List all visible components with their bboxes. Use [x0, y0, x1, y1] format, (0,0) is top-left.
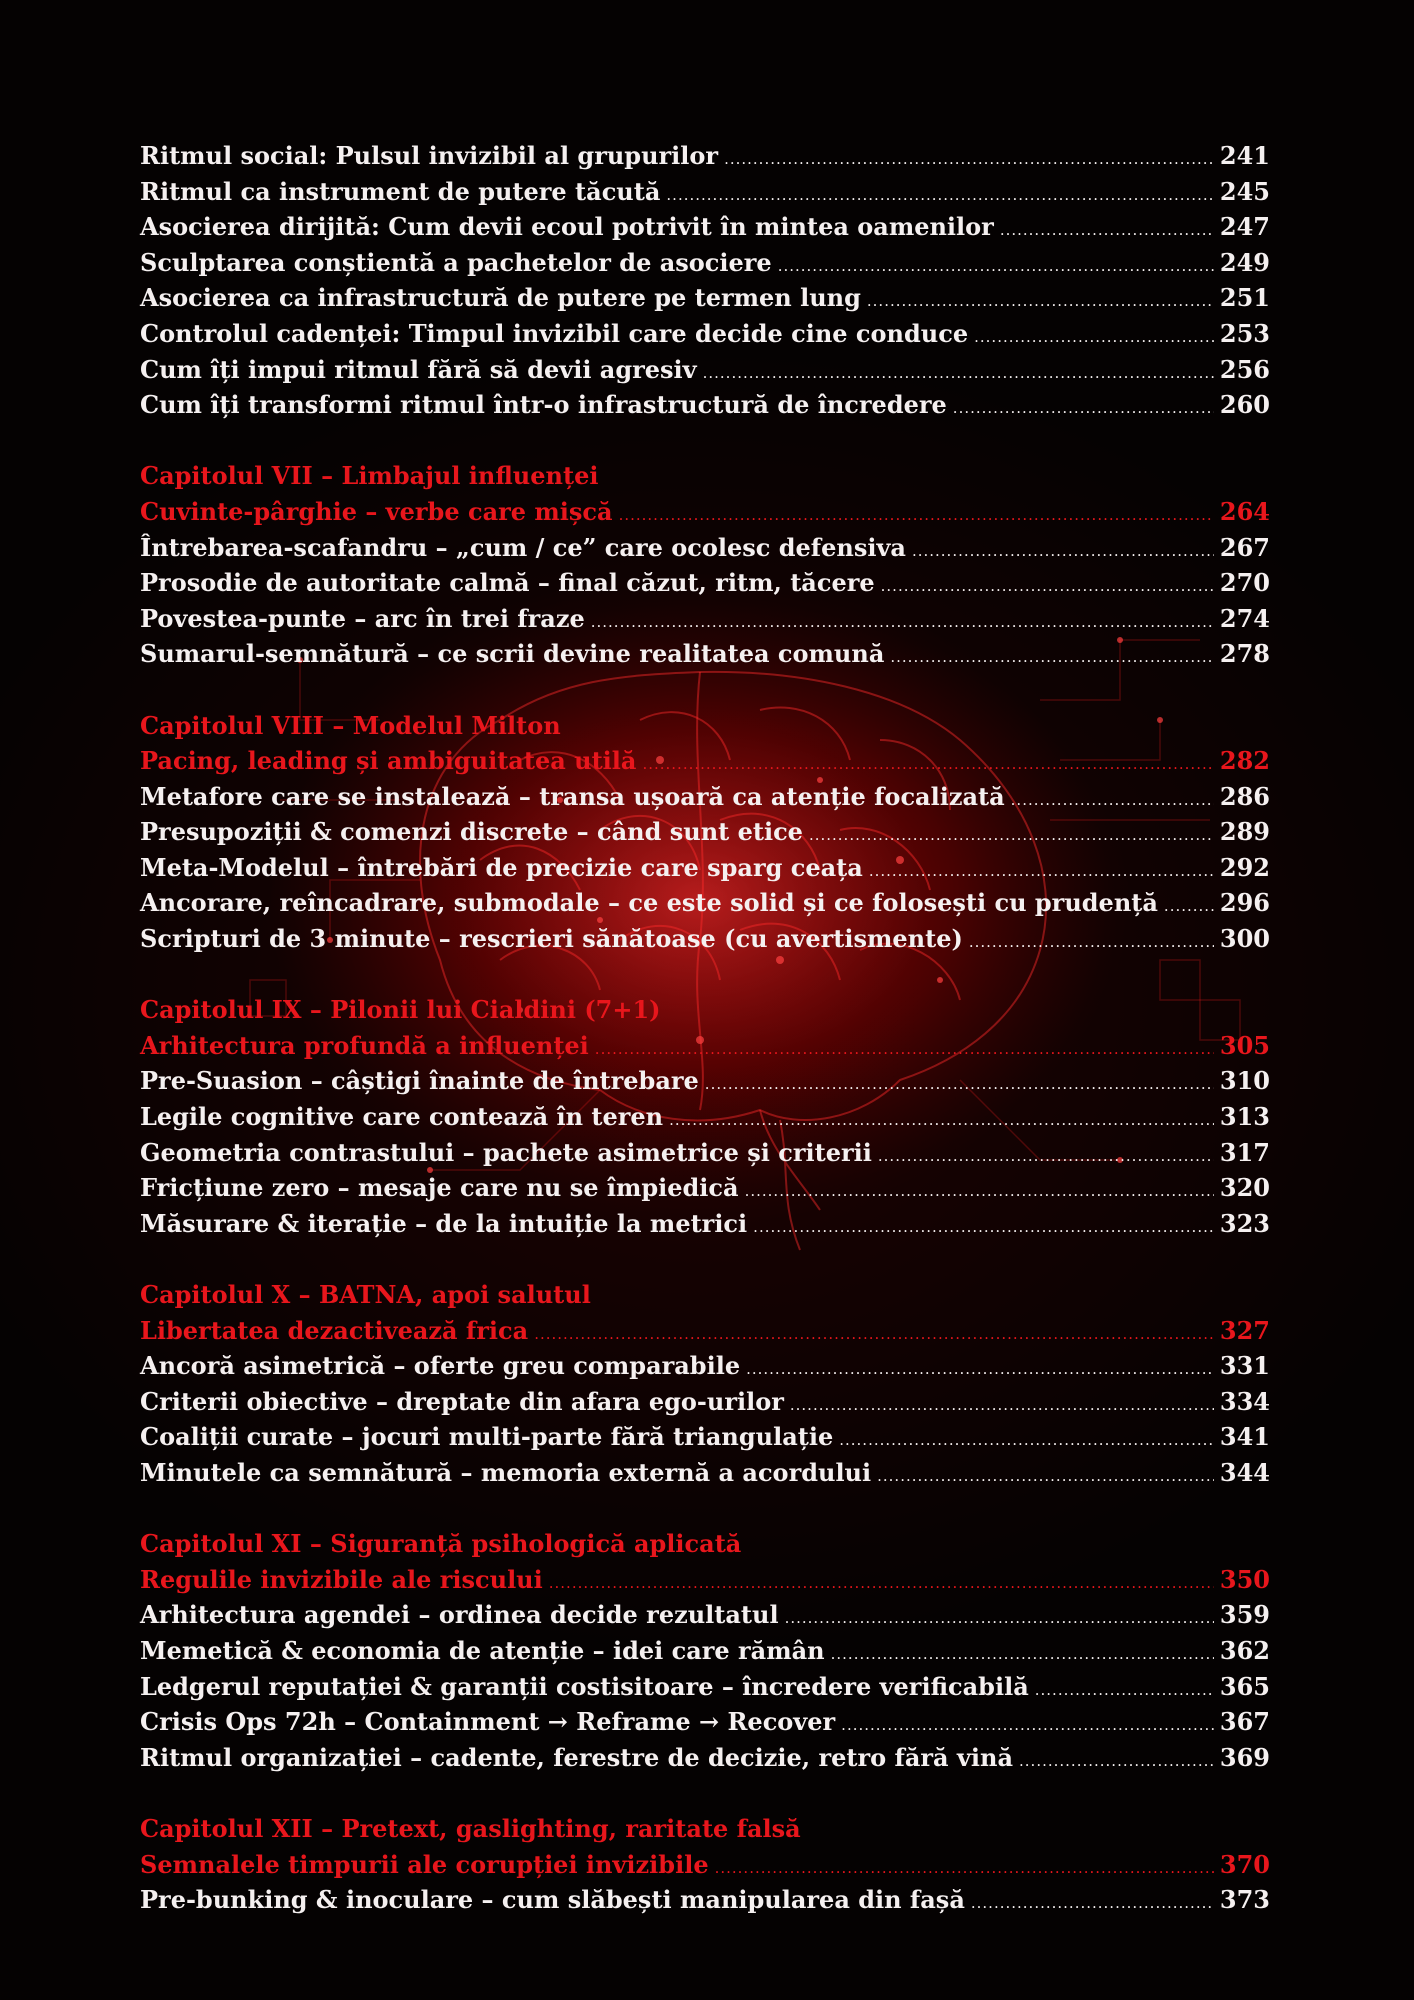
- dot-leader: [974, 320, 1214, 356]
- section-spacer: [140, 423, 1270, 459]
- toc-page-number: 350: [1219, 1564, 1270, 1594]
- toc-page-number: 365: [1219, 1671, 1270, 1701]
- dot-leader: [878, 1139, 1214, 1175]
- toc-entry-title: Coaliții curate – jocuri multi-parte fără triangulație: [140, 1422, 834, 1452]
- dot-leader: [715, 1851, 1214, 1887]
- dot-leader: [619, 498, 1214, 534]
- toc-entry[interactable]: [140, 1597, 1270, 1633]
- toc-page-number: 292: [1219, 852, 1270, 882]
- toc-page-number: 373: [1219, 1885, 1270, 1915]
- toc-page-number: 296: [1219, 888, 1270, 918]
- dot-leader: [1164, 889, 1214, 925]
- toc-page-number: 274: [1219, 603, 1270, 633]
- toc-entry[interactable]: [140, 530, 1270, 566]
- toc-entry[interactable]: [140, 1384, 1270, 1420]
- toc-entry[interactable]: [140, 1099, 1270, 1135]
- toc-entry-title: Crisis Ops 72h – Containment → Reframe → Recover: [140, 1707, 836, 1737]
- dot-leader: [1000, 213, 1214, 249]
- toc-entry-title: Pacing, leading și ambiguitatea utilă: [140, 746, 637, 776]
- chapter-heading: Capitolul X – BATNA, apoi salutul: [140, 1280, 591, 1309]
- toc-entry-title: Ledgerul reputației & garanții costisitoare – încredere verificabilă: [140, 1671, 1029, 1701]
- dot-leader: [1035, 1673, 1214, 1709]
- toc-page-number: 344: [1219, 1457, 1270, 1487]
- toc-page-number: 278: [1219, 639, 1270, 669]
- section-spacer: [140, 672, 1270, 708]
- dot-leader: [746, 1352, 1214, 1388]
- toc-entry-title: Presupoziții & comenzi discrete – când sunt etice: [140, 817, 803, 847]
- toc-entry-title: Sculptarea conștientă a pachetelor de asociere: [140, 247, 772, 277]
- toc-page-number: 362: [1219, 1635, 1270, 1665]
- toc-entry[interactable]: [140, 565, 1270, 601]
- toc-entry[interactable]: [140, 209, 1270, 245]
- chapter-heading: Capitolul IX – Pilonii lui Cialdini (7+1): [140, 995, 661, 1025]
- toc-entry-title: Minutele ca semnătură – memoria externă a acordului: [140, 1457, 872, 1487]
- dot-leader: [1011, 783, 1214, 819]
- dot-leader: [549, 1566, 1214, 1602]
- dot-leader: [642, 747, 1213, 783]
- toc-entry-title: Fricțiune zero – mesaje care nu se împiedică: [140, 1173, 739, 1203]
- section-spacer: [140, 1775, 1270, 1811]
- table-of-contents: [140, 138, 1270, 1918]
- toc-chapter-entry[interactable]: [140, 1313, 1270, 1349]
- toc-page-number: 289: [1219, 817, 1270, 847]
- toc-entry[interactable]: [140, 174, 1270, 210]
- toc-entry[interactable]: [140, 921, 1270, 957]
- toc-entry-title: Cum îți transformi ritmul într-o infrastructură de încredere: [140, 390, 947, 420]
- toc-page-number: 260: [1219, 390, 1270, 420]
- toc-page-number: 359: [1219, 1600, 1270, 1630]
- toc-entry[interactable]: [140, 387, 1270, 423]
- toc-page-number: 264: [1219, 496, 1270, 526]
- dot-leader: [869, 854, 1214, 890]
- toc-entry[interactable]: [140, 138, 1270, 174]
- toc-entry[interactable]: [140, 1740, 1270, 1776]
- toc-page-number: 369: [1219, 1742, 1270, 1772]
- toc-page-number: 270: [1219, 568, 1270, 598]
- toc-entry-title: Libertatea dezactivează frica: [140, 1315, 529, 1345]
- section-spacer: [140, 957, 1270, 993]
- dot-leader: [890, 640, 1214, 676]
- toc-entry-title: Meta-Modelul – întrebări de precizie care sparg ceața: [140, 852, 863, 882]
- toc-page-number: 300: [1219, 924, 1270, 954]
- dot-leader: [534, 1317, 1214, 1353]
- toc-entry[interactable]: [140, 1348, 1270, 1384]
- dot-leader: [785, 1601, 1214, 1637]
- dot-leader: [745, 1174, 1214, 1210]
- toc-page-number: 317: [1219, 1137, 1270, 1167]
- dot-leader: [666, 178, 1213, 214]
- toc-entry[interactable]: [140, 1633, 1270, 1669]
- toc-entry[interactable]: [140, 352, 1270, 388]
- toc-page-number: 327: [1219, 1315, 1270, 1345]
- toc-entry-title: Ritmul ca instrument de putere tăcută: [140, 176, 661, 206]
- toc-entry-title: Memetică & economia de atenție – idei care rămân: [140, 1635, 825, 1665]
- toc-page-number: 253: [1219, 318, 1270, 348]
- toc-entry[interactable]: [140, 814, 1270, 850]
- toc-page-number: 249: [1219, 247, 1270, 277]
- dot-leader: [809, 818, 1214, 854]
- toc-entry-title: Criterii obiective – dreptate din afara ego-urilor: [140, 1386, 784, 1416]
- toc-entry[interactable]: [140, 1206, 1270, 1242]
- dot-leader: [1019, 1744, 1214, 1780]
- toc-chapter-entry[interactable]: [140, 1847, 1270, 1883]
- toc-entry-title: Ancoră asimetrică – oferte greu comparabile: [140, 1351, 741, 1381]
- toc-entry[interactable]: [140, 245, 1270, 281]
- toc-entry[interactable]: [140, 601, 1270, 637]
- dot-leader: [790, 1388, 1214, 1424]
- dot-leader: [703, 356, 1214, 392]
- toc-entry-title: Prosodie de autoritate calmă – final căzut, ritm, tăcere: [140, 568, 875, 598]
- toc-page-number: 367: [1219, 1707, 1270, 1737]
- toc-page-number: 286: [1219, 781, 1270, 811]
- toc-entry[interactable]: [140, 1135, 1270, 1171]
- toc-entry-title: Ancorare, reîncadrare, submodale – ce este solid și ce folosești cu prudență: [140, 888, 1158, 918]
- toc-page-number: 313: [1219, 1102, 1270, 1132]
- dot-leader: [595, 1032, 1214, 1068]
- toc-entry-title: Măsurare & iterație – de la intuiție la metrici: [140, 1208, 748, 1238]
- toc-entry-title: Întrebarea-scafandru – „cum / ce” care ocolesc defensiva: [140, 532, 906, 562]
- toc-entry[interactable]: [140, 1419, 1270, 1455]
- dot-leader: [969, 925, 1214, 961]
- toc-entry-title: Asocierea dirijită: Cum devii ecoul potrivit în mintea oamenilor: [140, 212, 994, 242]
- toc-entry-title: Semnalele timpurii ale corupției invizibile: [140, 1849, 709, 1879]
- chapter-heading: Capitolul VIII – Modelul Milton: [140, 710, 561, 740]
- dot-leader: [724, 142, 1214, 178]
- toc-page-number: 310: [1219, 1066, 1270, 1096]
- toc-chapter-entry[interactable]: [140, 494, 1270, 530]
- toc-page-number: 334: [1219, 1386, 1270, 1416]
- chapter-heading: Capitolul VII – Limbajul influenței: [140, 461, 599, 491]
- toc-entry[interactable]: [140, 636, 1270, 672]
- toc-chapter-entry[interactable]: [140, 1028, 1270, 1064]
- dot-leader: [841, 1708, 1214, 1744]
- toc-entry-title: Ritmul social: Pulsul invizibil al grupurilor: [140, 141, 719, 170]
- toc-page-number: 305: [1219, 1030, 1270, 1060]
- dot-leader: [591, 605, 1214, 641]
- dot-leader: [881, 569, 1214, 605]
- dot-leader: [867, 284, 1214, 320]
- toc-entry[interactable]: [140, 1063, 1270, 1099]
- dot-leader: [669, 1103, 1214, 1139]
- dot-leader: [839, 1423, 1214, 1459]
- toc-entry[interactable]: [140, 1704, 1270, 1740]
- dot-leader: [831, 1637, 1214, 1673]
- toc-page-number: 370: [1219, 1849, 1270, 1879]
- dot-leader: [953, 391, 1214, 427]
- toc-entry[interactable]: [140, 885, 1270, 921]
- toc-page-number: 320: [1219, 1173, 1270, 1203]
- toc-entry-title: Ritmul organizației – cadente, ferestre de decizie, retro fără vină: [140, 1742, 1014, 1772]
- toc-entry-title: Regulile invizibile ale riscului: [140, 1564, 543, 1594]
- toc-entry[interactable]: [140, 850, 1270, 886]
- toc-entry-title: Legile cognitive care contează în teren: [140, 1102, 664, 1132]
- toc-entry-title: Controlul cadenței: Timpul invizibil care decide cine conduce: [140, 318, 969, 348]
- dot-leader: [778, 249, 1214, 285]
- dot-leader: [877, 1459, 1214, 1495]
- toc-entry-title: Pre-Suasion – câștigi înainte de întrebare: [140, 1066, 699, 1096]
- toc-page-number: 282: [1219, 746, 1270, 776]
- toc-page-number: 245: [1219, 176, 1270, 206]
- toc-entry-title: Scripturi de 3 minute – rescrieri sănătoase (cu avertismente): [140, 924, 963, 954]
- toc-page-number: 323: [1219, 1208, 1270, 1238]
- chapter-heading: Capitolul XII – Pretext, gaslighting, raritate falsă: [140, 1813, 801, 1843]
- toc-page-number: 247: [1219, 212, 1270, 242]
- dot-leader: [753, 1210, 1214, 1246]
- toc-entry[interactable]: [140, 1882, 1270, 1918]
- toc-entry[interactable]: [140, 779, 1270, 815]
- section-spacer: [140, 1241, 1270, 1277]
- toc-entry-title: Sumarul-semnătură – ce scrii devine realitatea comună: [140, 639, 885, 669]
- toc-entry-title: Povestea-punte – arc în trei fraze: [140, 603, 585, 633]
- toc-entry-title: Pre-bunking & inoculare – cum slăbești manipularea din fașă: [140, 1885, 965, 1915]
- toc-entry-title: Geometria contrastului – pachete asimetrice și criterii: [140, 1137, 872, 1167]
- toc-entry-title: Metafore care se instalează – transa ușoară ca atenție focalizată: [140, 781, 1005, 811]
- toc-page-number: 341: [1219, 1422, 1270, 1452]
- toc-page-number: 331: [1219, 1351, 1270, 1381]
- toc-entry-title: Asocierea ca infrastructură de putere pe termen lung: [140, 283, 861, 313]
- dot-leader: [971, 1886, 1214, 1922]
- toc-entry[interactable]: [140, 1170, 1270, 1206]
- toc-chapter-entry[interactable]: [140, 743, 1270, 779]
- dot-leader: [912, 534, 1214, 570]
- section-spacer: [140, 1491, 1270, 1527]
- toc-page-number: 241: [1219, 141, 1270, 170]
- toc-entry-title: Arhitectura agendei – ordinea decide rezultatul: [140, 1600, 779, 1630]
- toc-entry[interactable]: [140, 1455, 1270, 1491]
- toc-entry-title: Cum îți impui ritmul fără să devii agresiv: [140, 354, 697, 384]
- toc-page-number: 267: [1219, 532, 1270, 562]
- toc-page-number: 256: [1219, 354, 1270, 384]
- toc-entry[interactable]: [140, 1669, 1270, 1705]
- dot-leader: [705, 1067, 1214, 1103]
- toc-entry-title: Cuvinte-pârghie – verbe care mișcă: [140, 496, 613, 526]
- toc-chapter-entry[interactable]: [140, 1562, 1270, 1598]
- chapter-heading: Capitolul XI – Siguranță psihologică aplicată: [140, 1529, 742, 1559]
- toc-entry-title: Arhitectura profundă a influenței: [140, 1030, 589, 1060]
- toc-page-number: 251: [1219, 283, 1270, 313]
- toc-entry[interactable]: [140, 316, 1270, 352]
- toc-entry[interactable]: [140, 280, 1270, 316]
